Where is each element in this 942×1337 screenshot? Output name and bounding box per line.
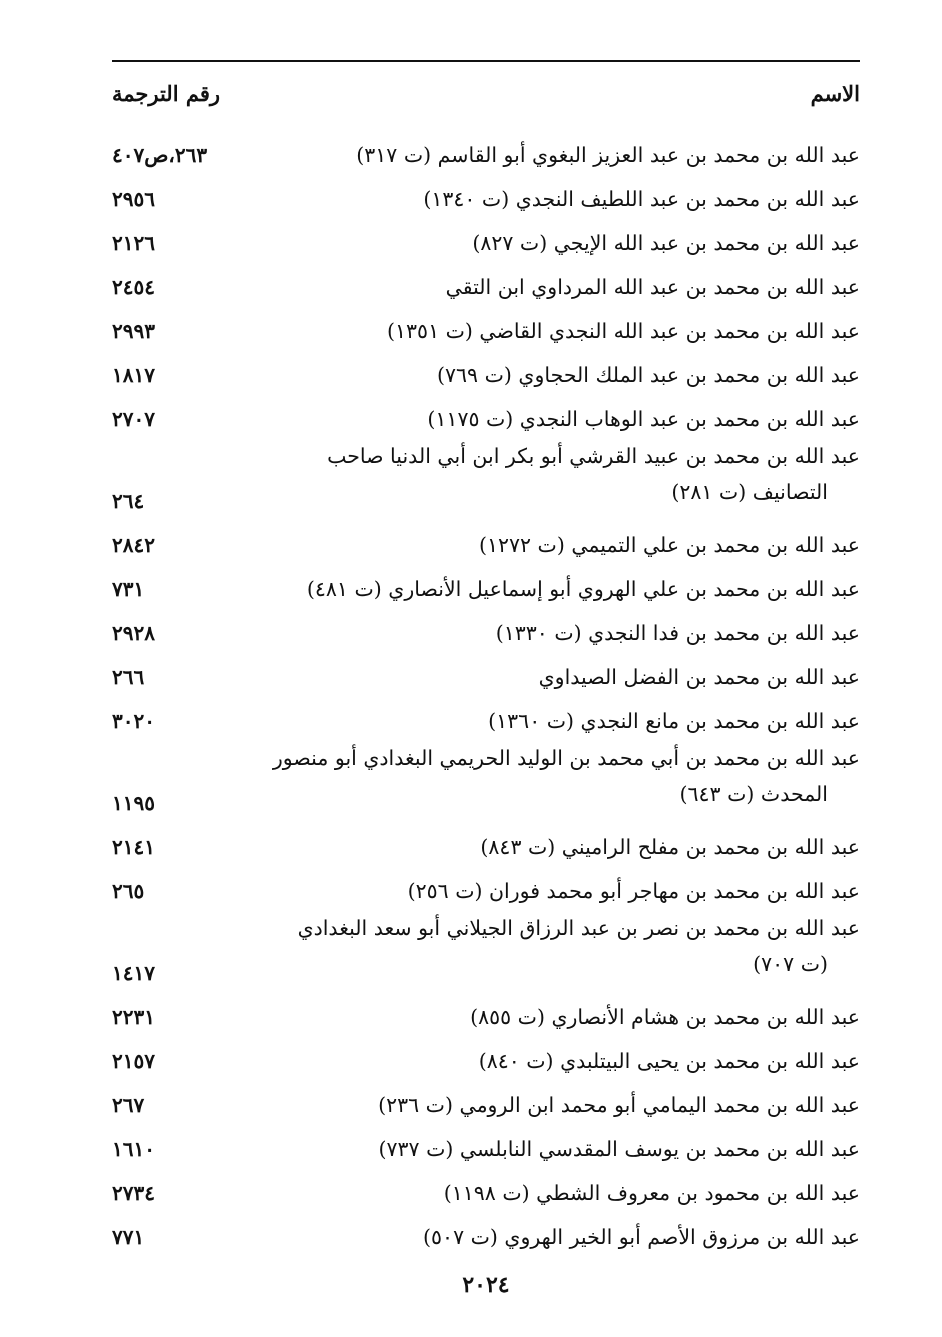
entry-name-line: عبد الله بن محمد بن الفضل الصيداوي	[538, 665, 860, 689]
entry-number: ١٦١٠	[112, 1137, 155, 1161]
index-entry	[112, 822, 860, 866]
entry-name	[232, 702, 860, 740]
index-entry	[112, 1212, 860, 1256]
entry-name-line: عبد الله بن محمد بن عبد العزيز البغوي أبو القاسم (ت ٣١٧)	[356, 143, 860, 167]
index-entry	[112, 910, 860, 992]
entry-name-line: عبد الله بن محمد بن فدا النجدي (ت ١٣٣٠)	[495, 621, 860, 645]
entry-name	[232, 658, 860, 696]
entry-name-line: عبد الله بن محمد بن أبي محمد بن الوليد الحريمي البغدادي أبو منصور	[272, 746, 860, 770]
entry-name	[232, 1042, 860, 1080]
index-entry	[112, 1124, 860, 1168]
entry-number: ٢٤٥٤	[112, 275, 155, 299]
entry-number: ٣٠٢٠	[112, 709, 155, 733]
index-entry	[112, 564, 860, 608]
entry-name	[232, 872, 860, 910]
index-entry	[112, 438, 860, 520]
entry-number: ٢٢٣١	[112, 1005, 155, 1029]
entry-name	[232, 136, 860, 174]
entry-name	[232, 740, 860, 822]
entry-name-line: عبد الله بن محمد بن عبد الملك الحجاوي (ت ٧٦٩)	[437, 363, 860, 387]
entry-name	[232, 570, 860, 608]
entry-name	[232, 400, 860, 438]
entry-name-line: عبد الله بن محمد بن عبد اللطيف النجدي (ت ١٣٤٠)	[423, 187, 860, 211]
name-column-heading: الاسم	[810, 80, 860, 106]
index-entry	[112, 218, 860, 262]
entry-number: ٢٧٠٧	[112, 407, 155, 431]
entry-name	[232, 526, 860, 564]
entry-number: ٢٦٣،ص٤٠٧	[112, 143, 208, 167]
index-entry	[112, 1168, 860, 1212]
index-entry	[112, 1036, 860, 1080]
entry-name-line: عبد الله بن محمد اليمامي أبو محمد ابن الرومي (ت ٢٣٦)	[378, 1093, 860, 1117]
index-entry	[112, 306, 860, 350]
entry-number: ٢١٤١	[112, 835, 155, 859]
entry-number: ٢٩٢٨	[112, 621, 155, 645]
entry-number: ٢٦٦	[112, 665, 145, 689]
entry-name	[232, 828, 860, 866]
entry-name	[232, 1130, 860, 1168]
entry-number: ١٤١٧	[112, 961, 155, 985]
entry-name-line: عبد الله بن محمد بن علي الهروي أبو إسماعيل الأنصاري (ت ٤٨١)	[306, 577, 860, 601]
entry-number: ٧٣١	[112, 577, 145, 601]
index-entry	[112, 696, 860, 740]
entry-name-line: عبد الله بن محمد بن عبد الله المرداوي ابن التقي	[445, 275, 860, 299]
entry-name-line: عبد الله بن مرزوق الأصم أبو الخير الهروي (ت ٥٠٧)	[423, 1225, 860, 1249]
entry-name	[232, 356, 860, 394]
entry-number: ١٨١٧	[112, 363, 155, 387]
entry-name-line: (ت ٧٠٧)	[753, 952, 828, 976]
entry-name-line: عبد الله بن محمد بن علي التميمي (ت ١٢٧٢)	[478, 533, 860, 557]
entry-name	[232, 998, 860, 1036]
entry-name	[232, 614, 860, 652]
index-entry	[112, 394, 860, 438]
entry-name	[232, 180, 860, 218]
entry-number: ٢٩٥٦	[112, 187, 155, 211]
entry-number: ٧٧١	[112, 1225, 145, 1249]
entry-name	[232, 910, 860, 992]
entry-name-line: عبد الله بن محمد بن مهاجر أبو محمد فوران (ت ٢٥٦)	[407, 879, 860, 903]
entry-name-line: عبد الله بن محمد بن مفلح الراميني (ت ٨٤٣)	[480, 835, 860, 859]
entry-name-line: التصانيف (ت ٢٨١)	[671, 480, 828, 504]
index-page	[112, 0, 860, 1337]
column-header	[112, 76, 860, 110]
index-entry	[112, 652, 860, 696]
index-entry	[112, 174, 860, 218]
entry-number: ٢٧٣٤	[112, 1181, 155, 1205]
entry-name	[232, 268, 860, 306]
index-entry	[112, 608, 860, 652]
entry-name	[232, 1086, 860, 1124]
entry-name	[232, 224, 860, 262]
index-entry	[112, 520, 860, 564]
entry-number: ٢١٥٧	[112, 1049, 155, 1073]
index-entry	[112, 130, 860, 174]
entry-name	[232, 1218, 860, 1256]
index-entry	[112, 740, 860, 822]
entry-number: ٢٦٧	[112, 1093, 145, 1117]
entry-name-line: عبد الله بن محمد بن عبد الله النجدي القاضي (ت ١٣٥١)	[387, 319, 860, 343]
index-entry	[112, 992, 860, 1036]
entry-name	[232, 312, 860, 350]
entry-name-line: عبد الله بن محمد بن عبد الوهاب النجدي (ت ١١٧٥)	[427, 407, 860, 431]
index-entry	[112, 1080, 860, 1124]
entries-list	[112, 130, 860, 1256]
entry-number: ٢٦٥	[112, 879, 145, 903]
page-number: ٢٠٢٤	[462, 1272, 510, 1298]
entry-name	[232, 1174, 860, 1212]
entry-name-line: عبد الله بن محمد بن يوسف المقدسي النابلسي (ت ٧٣٧)	[378, 1137, 860, 1161]
entry-number: ٢٦٤	[112, 489, 145, 513]
index-entry	[112, 866, 860, 910]
entry-name-line: المحدث (ت ٦٤٣)	[679, 782, 828, 806]
index-entry	[112, 262, 860, 306]
number-column-heading: رقم الترجمة	[112, 80, 221, 106]
entry-name-line: عبد الله بن محمد بن مانع النجدي (ت ١٣٦٠)	[488, 709, 860, 733]
entry-number: ٢١٢٦	[112, 231, 155, 255]
entry-name-line: عبد الله بن محمد بن يحيى البيتلبدي (ت ٨٤٠)	[478, 1049, 860, 1073]
entry-number: ٢٩٩٣	[112, 319, 155, 343]
entry-number: ١١٩٥	[112, 791, 155, 815]
entry-name-line: عبد الله بن محمد بن نصر بن عبد الرزاق الجيلاني أبو سعد البغدادي	[297, 916, 860, 940]
top-rule	[112, 60, 860, 62]
entry-name-line: عبد الله بن محمد بن عبيد القرشي أبو بكر ابن أبي الدنيا صاحب	[327, 444, 860, 468]
entry-number: ٢٨٤٢	[112, 533, 155, 557]
entry-name	[232, 438, 860, 520]
entry-name-line: عبد الله بن محمد بن هشام الأنصاري (ت ٨٥٥)	[470, 1005, 860, 1029]
entry-name-line: عبد الله بن محمود بن معروف الشطي (ت ١١٩٨)	[443, 1181, 860, 1205]
index-entry	[112, 350, 860, 394]
entry-name-line: عبد الله بن محمد بن عبد الله الإيجي (ت ٨٢٧)	[472, 231, 860, 255]
